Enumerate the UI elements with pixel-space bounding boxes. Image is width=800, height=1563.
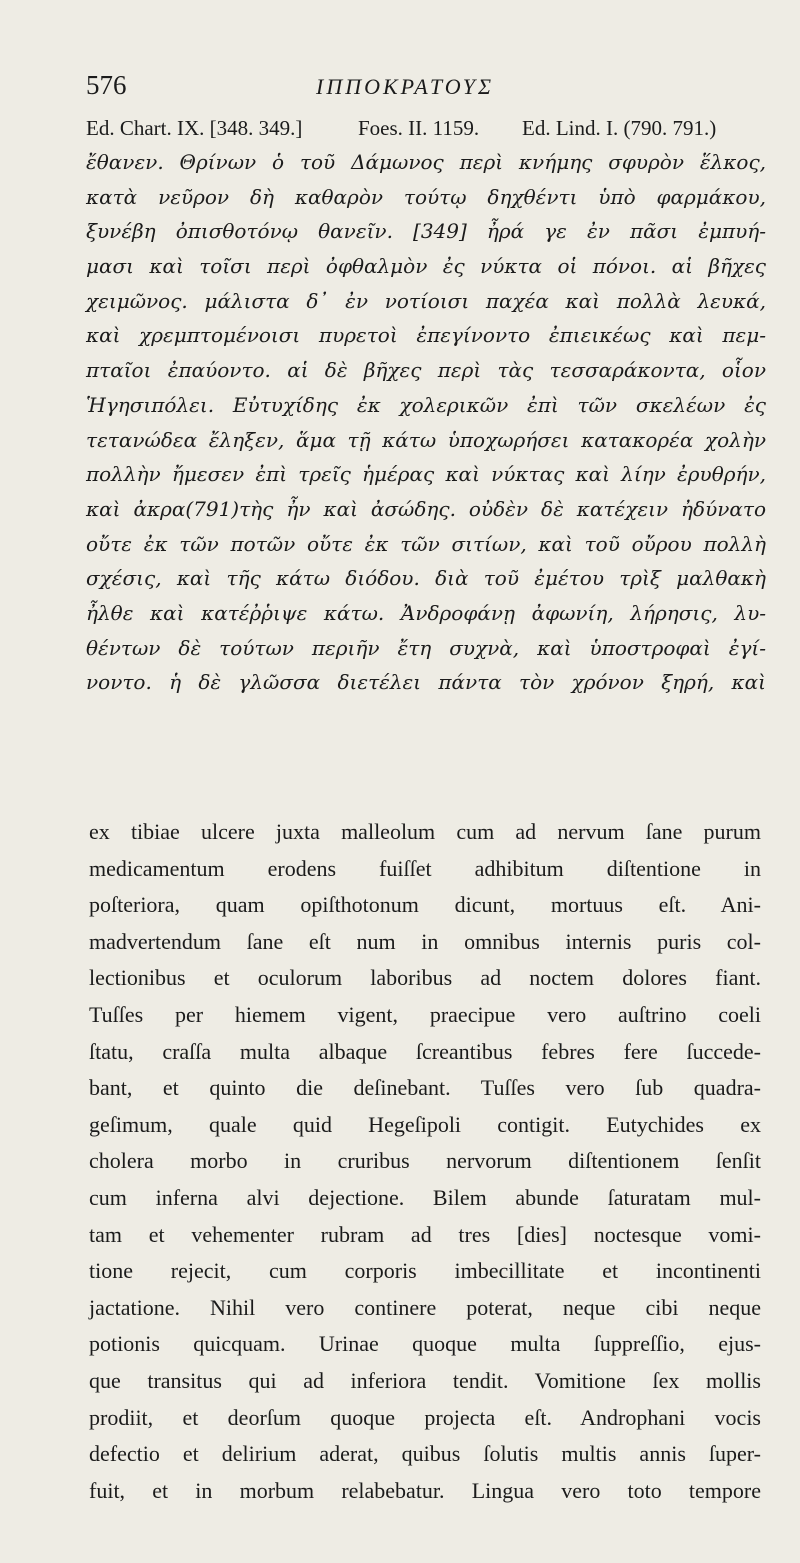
latin-line: poſteriora, quam opiſthotonum dicunt, mortuus eſt. Ani- [89, 892, 761, 918]
latin-line: geſimum, quale quid Hegeſipoli contigit. Eutychides ex [89, 1111, 761, 1137]
greek-line: σχέσις, καὶ τῆς κάτω διόδου. διὰ τοῦ ἐμέτου τρὶξ μαλθακὴ [86, 566, 766, 591]
latin-line: Tuſſes per hiemem vigent, praecipue vero auſtrino coeli [89, 1001, 761, 1027]
greek-line: ξυνέβη ὀπισθοτόνῳ θανεῖν. [349] ἦρά γε ἐν πᾶσι ἐμπυή- [86, 219, 766, 244]
page-number: 576 [86, 70, 127, 100]
greek-line: ἦλθε καὶ κατέῤῥιψε κάτω. Ἀνδροφάνῃ ἀφωνίη, λήρησις, λυ- [86, 600, 766, 625]
latin-line: tam et vehementer rubram ad tres [dies] noctesque vomi- [89, 1221, 761, 1247]
greek-line: τετανώδεα ἔληξεν, ἅμα τῇ κάτω ὑποχωρήσει κατακορέα χολὴν [86, 427, 766, 452]
latin-line: cholera morbo in cruribus nervorum diſtentionem ſenſit [89, 1148, 761, 1174]
latin-line: bant, et quinto die deſinebant. Tuſſes vero ſub quadra- [89, 1075, 761, 1101]
greek-line: οὔτε ἐκ τῶν ποτῶν οὔτε ἐκ τῶν σιτίων, καὶ τοῦ οὔρου πολλὴ [86, 531, 766, 556]
edition-lind-ref: Ed. Lind. I. (790. 791.) [522, 116, 717, 140]
greek-line: πταῖοι ἐπαύοντο. αἱ δὲ βῆχες περὶ τὰς τεσσαράκοντα, οἷον [86, 358, 766, 383]
greek-line: θέντων δὲ τούτων περιῆν ἔτη συχνὰ, καὶ ὑποστροφαὶ ἐγί- [86, 635, 766, 660]
latin-line: fuit, et in morbum relabebatur. Lingua vero toto tempore [89, 1477, 761, 1503]
greek-line: κατὰ νεῦρον δὴ καθαρὸν τούτῳ δηχθέντι ὑπὸ φαρμάκου, [86, 184, 766, 209]
edition-chart-ref: Ed. Chart. IX. [348. 349.] [86, 116, 303, 140]
latin-line: lectionibus et oculorum laboribus ad noctem dolores fiant. [89, 965, 761, 991]
greek-line: πολλὴν ἤμεσεν ἐπὶ τρεῖς ἡμέρας καὶ νύκτας καὶ λίην ἐρυθρήν, [86, 462, 766, 487]
latin-line: madvertendum ſane eſt num in omnibus internis puris col- [89, 928, 761, 954]
running-title: ΙΠΠΟΚΡΑΤΟΥΣ [316, 74, 495, 99]
latin-line: potionis quicquam. Urinae quoque multa ſuppreſſio, ejus- [89, 1331, 761, 1357]
greek-line: ἔθανεν. Θρίνων ὁ τοῦ Δάμωνος περὶ κνήμης σφυρὸν ἕλκος, [86, 150, 766, 174]
latin-line: cum inferna alvi dejectione. Bilem abunde ſaturatam mul- [89, 1184, 761, 1210]
greek-line: χειμῶνος. μάλιστα δ᾽ ἐν νοτίοισι παχέα καὶ πολλὰ λευκά, [86, 288, 766, 313]
greek-line: μασι καὶ τοῖσι περὶ ὀφθαλμὸν ἐς νύκτα οἱ πόνοι. αἱ βῆχες [86, 254, 766, 279]
latin-translation [89, 814, 761, 1509]
latin-line: prodiit, et deorſum quoque projecta eſt. Androphani vocis [89, 1404, 761, 1430]
greek-line: νοντο. ἡ δὲ γλῶσσα διετέλει πάντα τὸν χρόνον ξηρή, καὶ [86, 670, 766, 695]
edition-foes-ref: Foes. II. 1159. [358, 116, 480, 140]
greek-line: Ἡγησιπόλει. Εὐτυχίδης ἐκ χολερικῶν ἐπὶ τῶν σκελέων ἐς [86, 392, 766, 417]
latin-line: tione rejecit, cum corporis imbecillitate et incontinenti [89, 1258, 761, 1284]
greek-line: καὶ χρεμπτομένοισι πυρετοὶ ἐπεγίνοντο ἐπιεικέως καὶ πεμ- [86, 323, 766, 348]
latin-line: que transitus qui ad inferiora tendit. Vomitione ſex mollis [89, 1367, 761, 1393]
page-header [86, 64, 766, 108]
greek-line: καὶ ἀκρα(791)τὴς ἦν καὶ ἀσώδης. οὐδὲν δὲ κατέχειν ἠδύνατο [86, 496, 766, 521]
latin-line: jactatione. Nihil vero continere poterat, neque cibi neque [89, 1294, 761, 1320]
latin-line: defectio et delirium aderat, quibus ſolutis multis annis ſuper- [89, 1441, 761, 1467]
latin-line: ſtatu, craſſa multa albaque ſcreantibus febres fere ſuccede- [89, 1038, 761, 1064]
latin-line: medicamentum erodens fuiſſet adhibitum diſtentione in [89, 855, 761, 881]
latin-line: ex tibiae ulcere juxta malleolum cum ad nervum ſane purum [89, 819, 761, 844]
greek-text [86, 145, 766, 700]
